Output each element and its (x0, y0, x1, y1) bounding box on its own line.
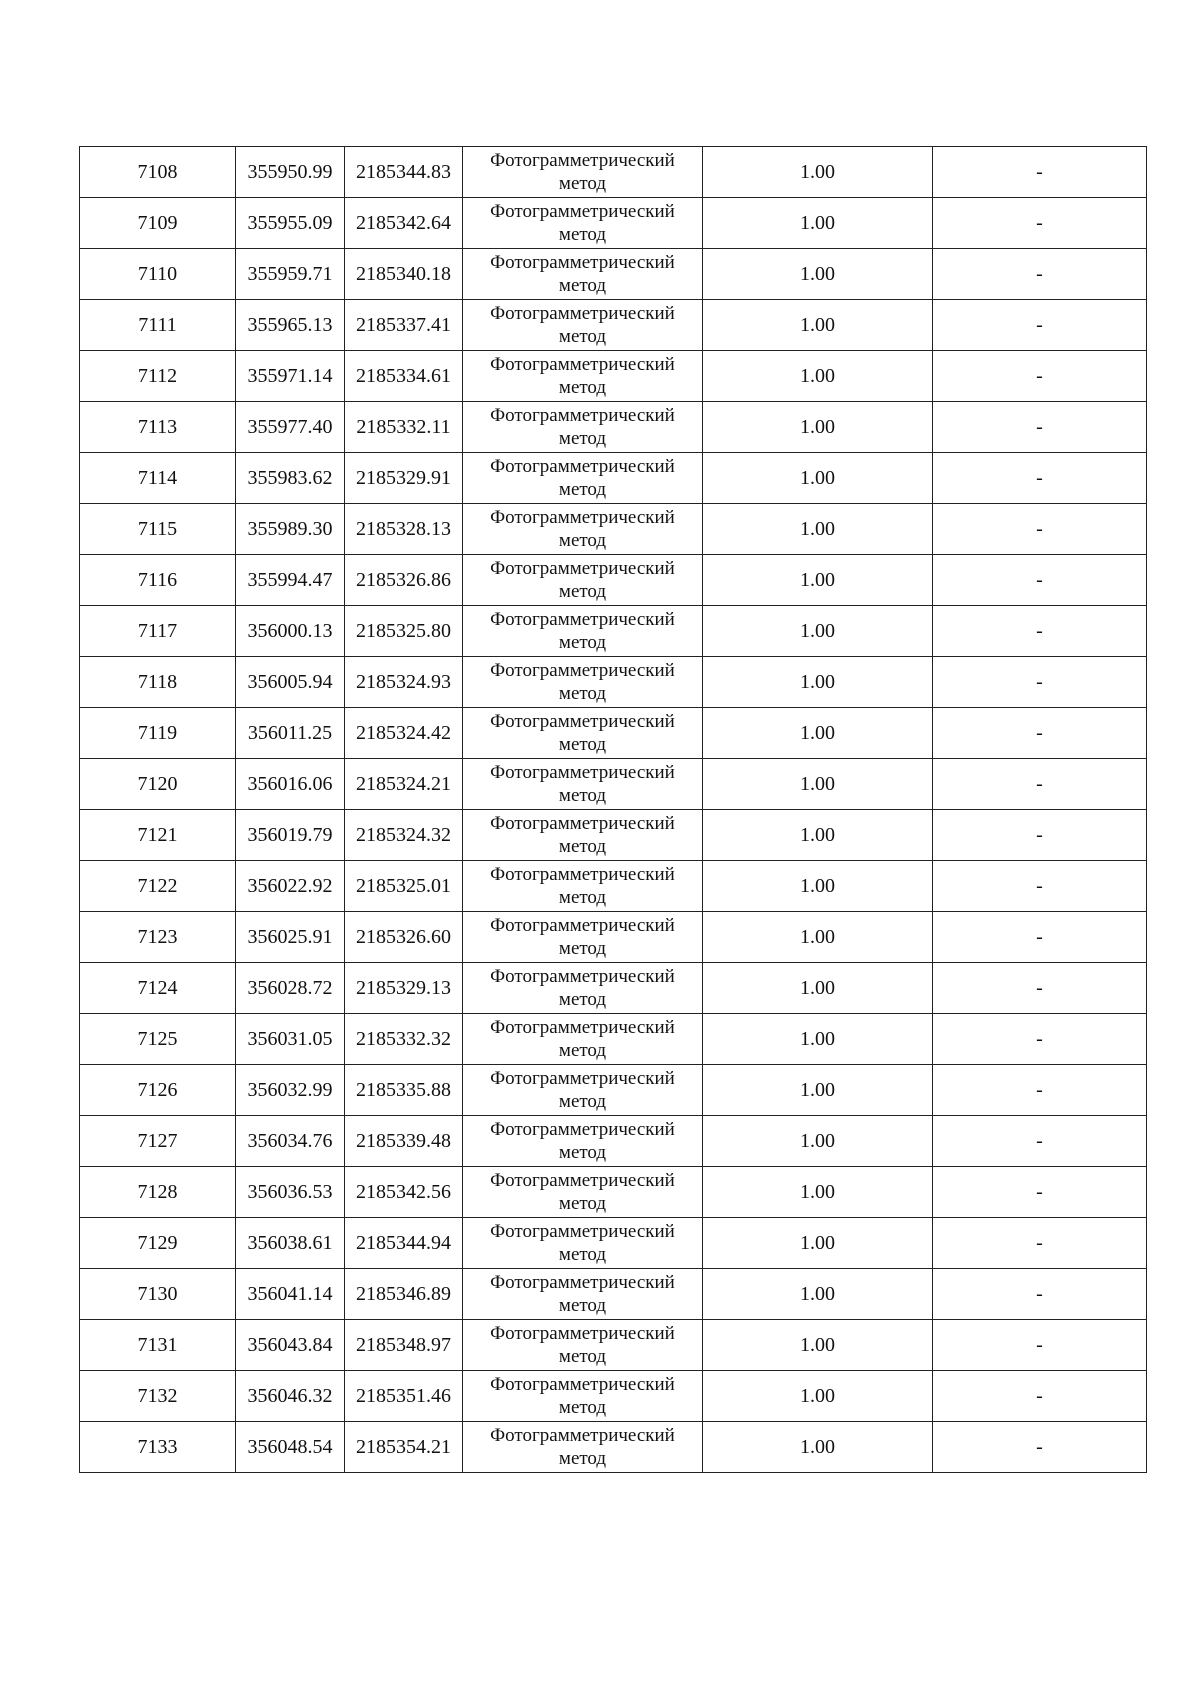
method-text-line2: метод (558, 1244, 607, 1265)
y-coordinate-cell: 2185325.01 (345, 861, 463, 912)
method-text-line1: Фотограмметрический (490, 966, 675, 987)
precision-cell: 1.00 (703, 1422, 933, 1473)
point-number-cell: 7119 (80, 708, 236, 759)
method-text-line2: метод (558, 887, 607, 908)
x-coordinate-cell: 356038.61 (236, 1218, 345, 1269)
y-coordinate-cell: 2185324.21 (345, 759, 463, 810)
description-cell: - (933, 912, 1147, 963)
x-coordinate-cell: 356041.14 (236, 1269, 345, 1320)
point-number-cell: 7128 (80, 1167, 236, 1218)
y-coordinate-cell: 2185346.89 (345, 1269, 463, 1320)
method-cell (463, 810, 703, 861)
method-text-line2: метод (558, 1346, 607, 1367)
y-coordinate-cell: 2185329.13 (345, 963, 463, 1014)
precision-cell: 1.00 (703, 249, 933, 300)
point-number-cell: 7118 (80, 657, 236, 708)
method-cell (463, 657, 703, 708)
table-row (80, 861, 1147, 912)
x-coordinate-cell: 356031.05 (236, 1014, 345, 1065)
x-coordinate-cell: 355977.40 (236, 402, 345, 453)
table-row (80, 402, 1147, 453)
description-cell: - (933, 1218, 1147, 1269)
y-coordinate-cell: 2185332.11 (345, 402, 463, 453)
precision-cell: 1.00 (703, 963, 933, 1014)
y-coordinate-cell: 2185340.18 (345, 249, 463, 300)
y-coordinate-cell: 2185348.97 (345, 1320, 463, 1371)
method-cell (463, 1422, 703, 1473)
precision-cell: 1.00 (703, 657, 933, 708)
method-text-line1: Фотограмметрический (490, 1374, 675, 1395)
precision-cell: 1.00 (703, 1014, 933, 1065)
precision-cell: 1.00 (703, 300, 933, 351)
method-text-line2: метод (558, 1448, 607, 1469)
description-cell: - (933, 861, 1147, 912)
table-row (80, 912, 1147, 963)
method-text-line2: метод (558, 1091, 607, 1112)
method-text-line1: Фотограмметрический (490, 405, 675, 426)
precision-cell: 1.00 (703, 861, 933, 912)
method-text-line1: Фотограмметрический (490, 456, 675, 477)
table-row (80, 504, 1147, 555)
description-cell: - (933, 657, 1147, 708)
method-cell (463, 1167, 703, 1218)
description-cell: - (933, 963, 1147, 1014)
description-cell: - (933, 1320, 1147, 1371)
method-text-line2: метод (558, 530, 607, 551)
method-text-line2: метод (558, 836, 607, 857)
method-cell (463, 963, 703, 1014)
method-text-line2: метод (558, 938, 607, 959)
method-text-line1: Фотограмметрический (490, 558, 675, 579)
table-row (80, 606, 1147, 657)
method-cell (463, 1014, 703, 1065)
x-coordinate-cell: 355965.13 (236, 300, 345, 351)
description-cell: - (933, 1371, 1147, 1422)
method-text-line2: метод (558, 734, 607, 755)
precision-cell: 1.00 (703, 198, 933, 249)
method-cell (463, 1269, 703, 1320)
y-coordinate-cell: 2185354.21 (345, 1422, 463, 1473)
description-cell: - (933, 300, 1147, 351)
precision-cell: 1.00 (703, 504, 933, 555)
precision-cell: 1.00 (703, 402, 933, 453)
method-text-line1: Фотограмметрический (490, 303, 675, 324)
x-coordinate-cell: 356000.13 (236, 606, 345, 657)
method-text-line2: метод (558, 377, 607, 398)
point-number-cell: 7113 (80, 402, 236, 453)
precision-cell: 1.00 (703, 810, 933, 861)
table-row (80, 759, 1147, 810)
description-cell: - (933, 1422, 1147, 1473)
table-row (80, 351, 1147, 402)
x-coordinate-cell: 355959.71 (236, 249, 345, 300)
method-text-line2: метод (558, 1397, 607, 1418)
table-row (80, 657, 1147, 708)
precision-cell: 1.00 (703, 912, 933, 963)
point-number-cell: 7127 (80, 1116, 236, 1167)
x-coordinate-cell: 356025.91 (236, 912, 345, 963)
table-row (80, 1320, 1147, 1371)
x-coordinate-cell: 356028.72 (236, 963, 345, 1014)
method-cell (463, 708, 703, 759)
table-row (80, 198, 1147, 249)
description-cell: - (933, 1167, 1147, 1218)
point-number-cell: 7116 (80, 555, 236, 606)
method-text-line1: Фотограмметрический (490, 1170, 675, 1191)
point-number-cell: 7121 (80, 810, 236, 861)
y-coordinate-cell: 2185329.91 (345, 453, 463, 504)
description-cell: - (933, 606, 1147, 657)
y-coordinate-cell: 2185334.61 (345, 351, 463, 402)
x-coordinate-cell: 356011.25 (236, 708, 345, 759)
method-cell (463, 402, 703, 453)
point-number-cell: 7124 (80, 963, 236, 1014)
y-coordinate-cell: 2185325.80 (345, 606, 463, 657)
description-cell: - (933, 147, 1147, 198)
point-number-cell: 7110 (80, 249, 236, 300)
point-number-cell: 7111 (80, 300, 236, 351)
precision-cell: 1.00 (703, 453, 933, 504)
table-row (80, 1167, 1147, 1218)
point-number-cell: 7120 (80, 759, 236, 810)
point-number-cell: 7129 (80, 1218, 236, 1269)
x-coordinate-cell: 356032.99 (236, 1065, 345, 1116)
x-coordinate-cell: 355994.47 (236, 555, 345, 606)
method-cell (463, 606, 703, 657)
precision-cell: 1.00 (703, 708, 933, 759)
method-cell (463, 1320, 703, 1371)
y-coordinate-cell: 2185337.41 (345, 300, 463, 351)
precision-cell: 1.00 (703, 555, 933, 606)
y-coordinate-cell: 2185342.56 (345, 1167, 463, 1218)
precision-cell: 1.00 (703, 1371, 933, 1422)
description-cell: - (933, 402, 1147, 453)
x-coordinate-cell: 355989.30 (236, 504, 345, 555)
table-body (80, 147, 1147, 1473)
precision-cell: 1.00 (703, 1269, 933, 1320)
y-coordinate-cell: 2185326.86 (345, 555, 463, 606)
precision-cell: 1.00 (703, 759, 933, 810)
method-text-line1: Фотограмметрический (490, 915, 675, 936)
precision-cell: 1.00 (703, 1116, 933, 1167)
table-row (80, 147, 1147, 198)
x-coordinate-cell: 355983.62 (236, 453, 345, 504)
method-text-line2: метод (558, 479, 607, 500)
table-row (80, 1116, 1147, 1167)
description-cell: - (933, 555, 1147, 606)
method-text-line2: метод (558, 1040, 607, 1061)
table-row (80, 1014, 1147, 1065)
x-coordinate-cell: 356043.84 (236, 1320, 345, 1371)
method-cell (463, 912, 703, 963)
method-text-line1: Фотограмметрический (490, 762, 675, 783)
description-cell: - (933, 198, 1147, 249)
y-coordinate-cell: 2185351.46 (345, 1371, 463, 1422)
method-text-line1: Фотограмметрический (490, 1068, 675, 1089)
method-text-line2: метод (558, 428, 607, 449)
method-cell (463, 555, 703, 606)
method-text-line2: метод (558, 989, 607, 1010)
precision-cell: 1.00 (703, 606, 933, 657)
method-cell (463, 300, 703, 351)
point-number-cell: 7126 (80, 1065, 236, 1116)
method-cell (463, 861, 703, 912)
table-row (80, 1269, 1147, 1320)
y-coordinate-cell: 2185324.42 (345, 708, 463, 759)
table-row (80, 555, 1147, 606)
method-cell (463, 759, 703, 810)
y-coordinate-cell: 2185339.48 (345, 1116, 463, 1167)
method-text-line2: метод (558, 1295, 607, 1316)
method-cell (463, 1218, 703, 1269)
table-row (80, 1422, 1147, 1473)
method-text-line1: Фотограмметрический (490, 252, 675, 273)
method-text-line2: метод (558, 581, 607, 602)
method-cell (463, 351, 703, 402)
description-cell: - (933, 1116, 1147, 1167)
method-text-line2: метод (558, 785, 607, 806)
method-text-line2: метод (558, 275, 607, 296)
point-number-cell: 7115 (80, 504, 236, 555)
method-text-line1: Фотограмметрический (490, 1017, 675, 1038)
description-cell: - (933, 1065, 1147, 1116)
method-cell (463, 249, 703, 300)
point-number-cell: 7122 (80, 861, 236, 912)
method-cell (463, 1116, 703, 1167)
x-coordinate-cell: 356048.54 (236, 1422, 345, 1473)
method-text-line1: Фотограмметрический (490, 150, 675, 171)
y-coordinate-cell: 2185335.88 (345, 1065, 463, 1116)
description-cell: - (933, 504, 1147, 555)
table-row (80, 1065, 1147, 1116)
point-number-cell: 7112 (80, 351, 236, 402)
table-row (80, 963, 1147, 1014)
coordinates-table (79, 146, 1147, 1473)
method-text-line2: метод (558, 326, 607, 347)
point-number-cell: 7117 (80, 606, 236, 657)
method-text-line1: Фотограмметрический (490, 1221, 675, 1242)
table-row (80, 708, 1147, 759)
table-row (80, 249, 1147, 300)
y-coordinate-cell: 2185344.94 (345, 1218, 463, 1269)
table-row (80, 1218, 1147, 1269)
point-number-cell: 7125 (80, 1014, 236, 1065)
method-cell (463, 1065, 703, 1116)
point-number-cell: 7133 (80, 1422, 236, 1473)
x-coordinate-cell: 356046.32 (236, 1371, 345, 1422)
description-cell: - (933, 759, 1147, 810)
precision-cell: 1.00 (703, 147, 933, 198)
x-coordinate-cell: 356016.06 (236, 759, 345, 810)
precision-cell: 1.00 (703, 1065, 933, 1116)
point-number-cell: 7131 (80, 1320, 236, 1371)
precision-cell: 1.00 (703, 1320, 933, 1371)
description-cell: - (933, 1014, 1147, 1065)
method-text-line1: Фотограмметрический (490, 354, 675, 375)
method-text-line2: метод (558, 224, 607, 245)
y-coordinate-cell: 2185344.83 (345, 147, 463, 198)
table-row (80, 300, 1147, 351)
precision-cell: 1.00 (703, 1167, 933, 1218)
precision-cell: 1.00 (703, 1218, 933, 1269)
description-cell: - (933, 249, 1147, 300)
method-cell (463, 147, 703, 198)
method-cell (463, 198, 703, 249)
method-cell (463, 453, 703, 504)
point-number-cell: 7130 (80, 1269, 236, 1320)
x-coordinate-cell: 355971.14 (236, 351, 345, 402)
y-coordinate-cell: 2185328.13 (345, 504, 463, 555)
description-cell: - (933, 1269, 1147, 1320)
x-coordinate-cell: 356019.79 (236, 810, 345, 861)
x-coordinate-cell: 356036.53 (236, 1167, 345, 1218)
method-text-line1: Фотограмметрический (490, 660, 675, 681)
method-text-line1: Фотограмметрический (490, 507, 675, 528)
y-coordinate-cell: 2185324.32 (345, 810, 463, 861)
description-cell: - (933, 708, 1147, 759)
method-text-line1: Фотограмметрический (490, 1272, 675, 1293)
method-text-line2: метод (558, 1193, 607, 1214)
method-text-line1: Фотограмметрический (490, 1323, 675, 1344)
method-text-line2: метод (558, 683, 607, 704)
method-text-line2: метод (558, 632, 607, 653)
method-cell (463, 504, 703, 555)
point-number-cell: 7109 (80, 198, 236, 249)
method-text-line2: метод (558, 1142, 607, 1163)
table-row (80, 1371, 1147, 1422)
method-text-line1: Фотограмметрический (490, 864, 675, 885)
table-row (80, 453, 1147, 504)
point-number-cell: 7123 (80, 912, 236, 963)
method-text-line2: метод (558, 173, 607, 194)
method-text-line1: Фотограмметрический (490, 201, 675, 222)
x-coordinate-cell: 356034.76 (236, 1116, 345, 1167)
y-coordinate-cell: 2185324.93 (345, 657, 463, 708)
x-coordinate-cell: 355955.09 (236, 198, 345, 249)
x-coordinate-cell: 356005.94 (236, 657, 345, 708)
y-coordinate-cell: 2185326.60 (345, 912, 463, 963)
description-cell: - (933, 351, 1147, 402)
method-text-line1: Фотограмметрический (490, 813, 675, 834)
method-text-line1: Фотограмметрический (490, 1119, 675, 1140)
x-coordinate-cell: 355950.99 (236, 147, 345, 198)
description-cell: - (933, 810, 1147, 861)
table-row (80, 810, 1147, 861)
method-text-line1: Фотограмметрический (490, 1425, 675, 1446)
x-coordinate-cell: 356022.92 (236, 861, 345, 912)
point-number-cell: 7114 (80, 453, 236, 504)
point-number-cell: 7132 (80, 1371, 236, 1422)
y-coordinate-cell: 2185332.32 (345, 1014, 463, 1065)
precision-cell: 1.00 (703, 351, 933, 402)
y-coordinate-cell: 2185342.64 (345, 198, 463, 249)
method-text-line1: Фотограмметрический (490, 711, 675, 732)
point-number-cell: 7108 (80, 147, 236, 198)
description-cell: - (933, 453, 1147, 504)
method-cell (463, 1371, 703, 1422)
method-text-line1: Фотограмметрический (490, 609, 675, 630)
